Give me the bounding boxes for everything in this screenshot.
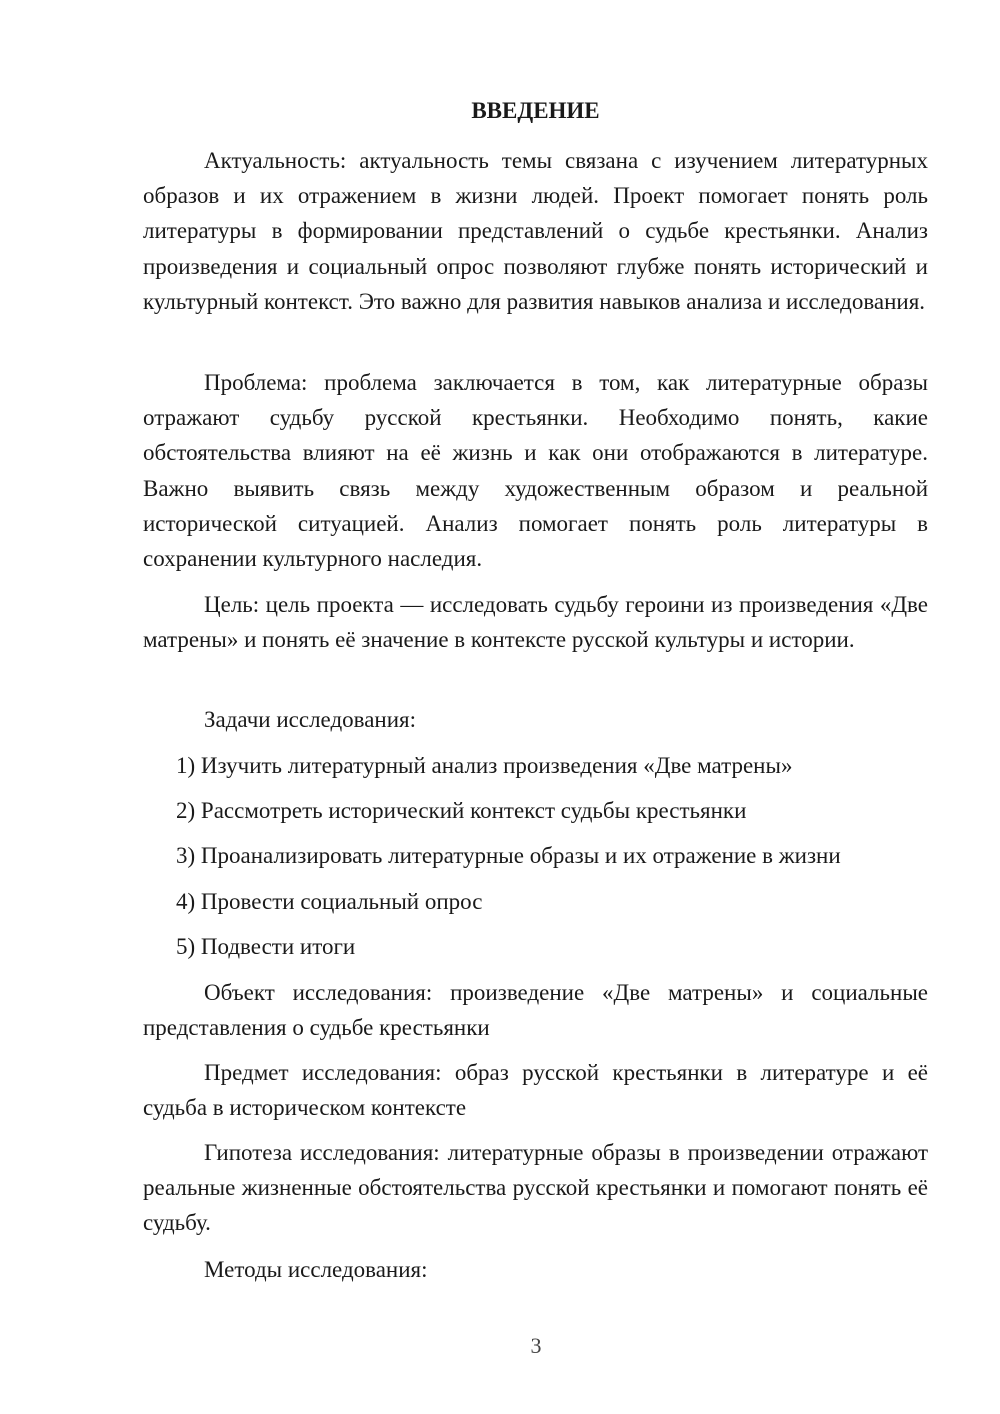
task-item-5: 5) Подвести итоги [176, 934, 356, 959]
problem-paragraph: Проблема: проблема заключается в том, как литературные образы отражают судьбу русской крестьянки. Необходимо понять, какие обстоятельства влияют на её жизнь и как они отображаются в литературе. Важно выявить связь между художественным образом и реальной исторической ситуацией. Анализ помогает понять роль литературы в сохранении культурного наследия. [143, 370, 928, 572]
relevance-paragraph: Актуальность: актуальность темы связана с изучением литературных образов и их отражением в жизни людей. Проект помогает понять роль литературы в формировании представлений о судьбе крестьянки. Анализ произведения и социальный опрос позволяют глубже понять исторический и культурный контекст. Это важно для развития навыков анализа и исследования. [143, 148, 928, 314]
goal-paragraph: Цель: цель проекта — исследовать судьбу героини из произведения «Две матрены» и понять её значение в контексте русской культуры и истории. [143, 592, 928, 653]
task-item-1: 1) Изучить литературный анализ произведения «Две матрены» [176, 753, 793, 778]
subject-paragraph: Предмет исследования: образ русской крестьянки в литературе и её судьба в историческом контексте [143, 1060, 928, 1121]
tasks-title: Задачи исследования: [204, 707, 417, 732]
page-number: 3 [530, 1333, 542, 1358]
methods-title: Методы исследования: [204, 1257, 428, 1282]
task-item-4: 4) Провести социальный опрос [176, 889, 483, 914]
hypothesis-paragraph: Гипотеза исследования: литературные образы в произведении отражают реальные жизненные обстоятельства русской крестьянки и помогают понять её судьбу. [143, 1140, 928, 1236]
task-item-2: 2) Рассмотреть исторический контекст судьбы крестьянки [176, 798, 747, 823]
object-paragraph: Объект исследования: произведение «Две матрены» и социальные представления о судьбе крестьянки [143, 980, 928, 1041]
task-item-3: 3) Проанализировать литературные образы и их отражение в жизни [176, 843, 841, 868]
section-heading: ВВЕДЕНИЕ [471, 98, 600, 123]
